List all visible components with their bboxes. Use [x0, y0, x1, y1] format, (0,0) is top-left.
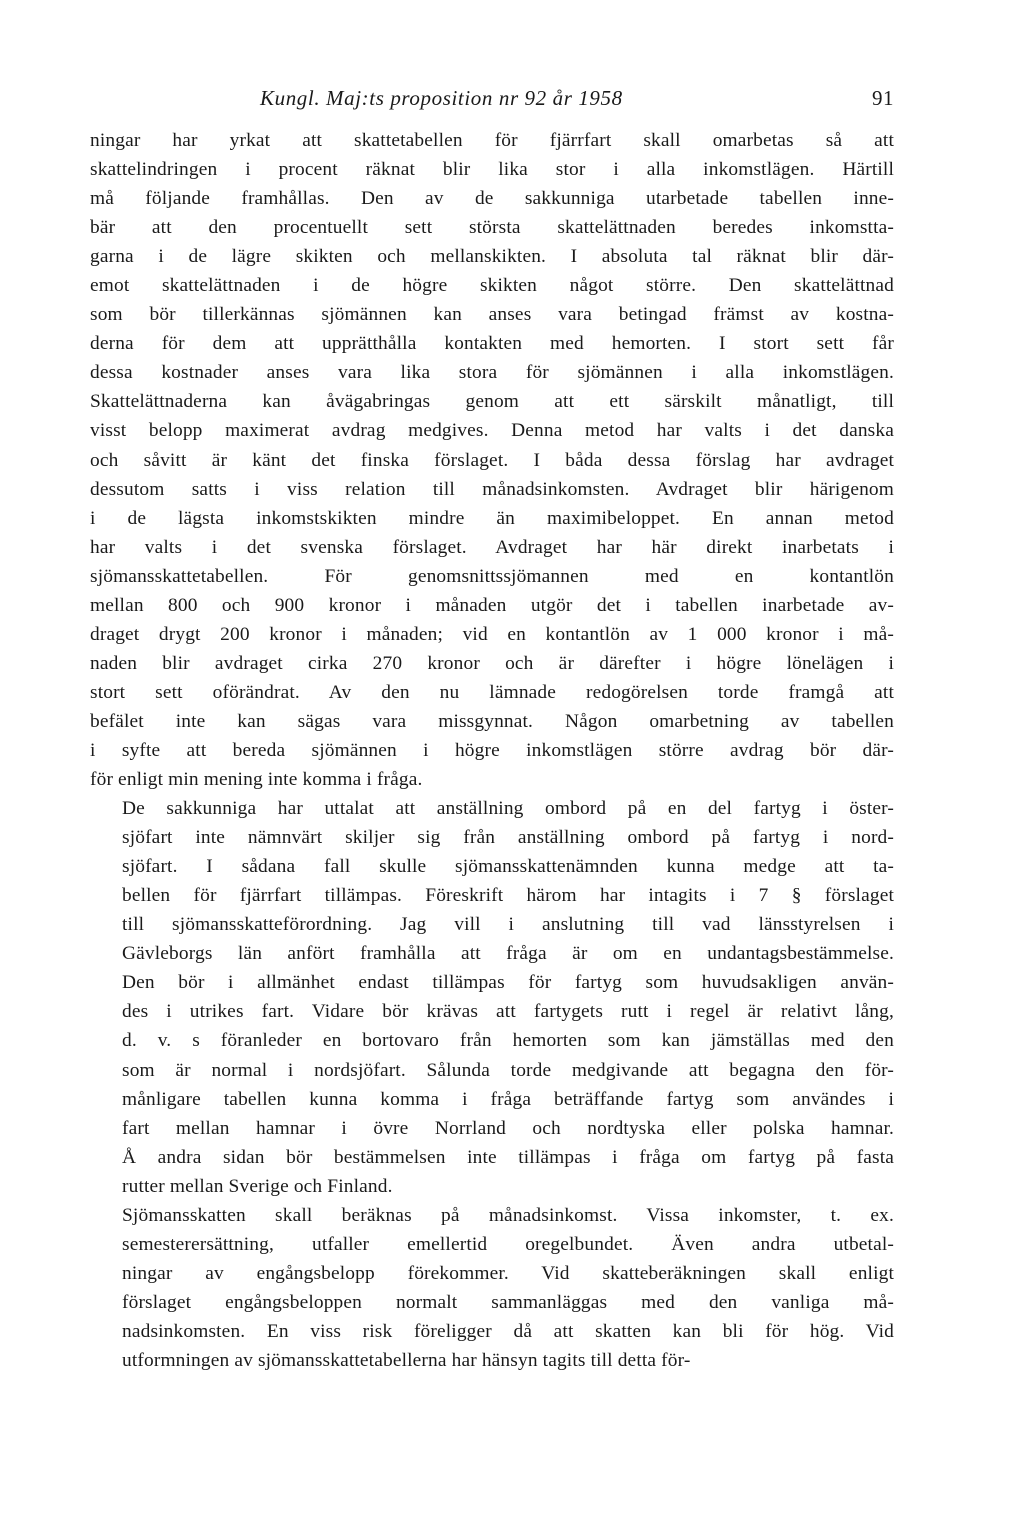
text-line: som är normal i nordsjöfart. Sålunda torde medgivande att begagna den för- [122, 1059, 894, 1081]
text-line: må följande framhållas. Den av de sakkunniga utarbetade tabellen inne- [90, 188, 894, 210]
text-line: stort sett oförändrat. Av den nu lämnade redogörelsen torde framgå att [90, 681, 894, 703]
text-line: Gävleborgs län anfört framhålla att fråga är om en undantagsbestämmelse. [122, 943, 894, 965]
text-line: månligare tabellen kunna komma i fråga beträffande fartyg som användes i [122, 1088, 894, 1110]
paragraph [90, 126, 894, 794]
page-number: 91 [872, 86, 894, 110]
text-line: dessutom satts i viss relation till månadsinkomsten. Avdraget blir härigenom [90, 478, 894, 500]
text-line: naden blir avdraget cirka 270 kronor och är därefter i högre lönelägen i [90, 652, 894, 674]
text-line: fart mellan hamnar i övre Norrland och nordtyska eller polska hamnar. [122, 1117, 894, 1139]
text-line: draget drygt 200 kronor i månaden; vid en kontantlön av 1 000 kronor i må- [90, 623, 894, 645]
text-line: och såvitt är känt det finska förslaget. I båda dessa förslag har avdraget [90, 449, 894, 471]
text-line: till sjömansskatteförordning. Jag vill i anslutning till vad länsstyrelsen i [122, 914, 894, 936]
paragraph [90, 1201, 894, 1375]
text-line: i de lägsta inkomstskikten mindre än maximibeloppet. En annan metod [90, 507, 894, 529]
text-line: i syfte att bereda sjömännen i högre inkomstlägen större avdrag bör där- [90, 739, 894, 761]
text-line: skattelindringen i procent räknat blir lika stor i alla inkomstlägen. Härtill [90, 159, 894, 181]
running-title: Kungl. Maj:ts proposition nr 92 år 1958 [260, 86, 623, 110]
text-line: bär att den procentuellt sett största skattelättnaden beredes inkomstta- [90, 217, 894, 239]
paragraph [90, 794, 894, 1201]
text-line: Sjömansskatten skall beräknas på månadsinkomst. Vissa inkomster, t. ex. [122, 1204, 894, 1226]
text-line: semesterersättning, utfaller emellertid oregelbundet. Även andra utbetal- [122, 1233, 894, 1255]
text-line: De sakkunniga har uttalat att anställning ombord på en del fartyg i öster- [122, 798, 894, 820]
text-line: bellen för fjärrfart tillämpas. Föreskrift härom har intagits i 7 § förslaget [122, 885, 894, 907]
text-line: sjömansskattetabellen. För genomsnittssjömannen med en kontantlön [90, 565, 894, 587]
text-line: nadsinkomsten. En viss risk föreligger då att skatten kan bli för hög. Vid [122, 1320, 894, 1342]
text-line: utformningen av sjömansskattetabellerna har hänsyn tagits till detta för- [122, 1349, 691, 1371]
text-line: emot skattelättnaden i de högre skikten något större. Den skattelättnad [90, 275, 894, 297]
text-line: derna för dem att upprätthålla kontakten med hemorten. I stort sett får [90, 333, 894, 355]
text-line: sjöfart. I sådana fall skulle sjömansskattenämnden kunna medge att ta- [122, 856, 894, 878]
text-line: Den bör i allmänhet endast tillämpas för fartyg som huvudsakligen använ- [122, 972, 894, 994]
text-line: d. v. s föranleder en bortovaro från hemorten som kan jämställas med den [122, 1030, 894, 1052]
text-line: ningar av engångsbelopp förekommer. Vid skatteberäkningen skall enligt [122, 1262, 894, 1284]
text-line: des i utrikes fart. Vidare bör krävas att fartygets rutt i regel är relativt lång, [122, 1001, 894, 1023]
text-line: garna i de lägre skikten och mellanskikten. I absoluta tal räknat blir där- [90, 246, 894, 268]
text-line: visst belopp maximerat avdrag medgives. Denna metod har valts i det danska [90, 420, 894, 442]
text-line: som bör tillerkännas sjömännen kan anses vara betingad främst av kostna- [90, 304, 894, 326]
text-line: för enligt min mening inte komma i fråga. [90, 769, 423, 791]
text-line: Å andra sidan bör bestämmelsen inte tillämpas i fråga om fartyg på fasta [122, 1146, 894, 1168]
text-line: rutter mellan Sverige och Finland. [122, 1175, 393, 1197]
running-head [90, 86, 894, 118]
text-line: mellan 800 och 900 kronor i månaden utgör det i tabellen inarbetade av- [90, 594, 894, 616]
text-line: förslaget engångsbeloppen normalt sammanläggas med den vanliga må- [122, 1291, 894, 1313]
text-line: har valts i det svenska förslaget. Avdraget har här direkt inarbetats i [90, 536, 894, 558]
text-line: dessa kostnader anses vara lika stora för sjömännen i alla inkomstlägen. [90, 362, 894, 384]
text-line: Skattelättnaderna kan åvägabringas genom att ett särskilt månatligt, till [90, 391, 894, 413]
body-text [90, 126, 894, 1375]
text-line: befälet inte kan sägas vara missgynnat. Någon omarbetning av tabellen [90, 710, 894, 732]
text-line: ningar har yrkat att skattetabellen för fjärrfart skall omarbetas så att [90, 130, 894, 151]
text-line: sjöfart inte nämnvärt skiljer sig från anställning ombord på fartyg i nord- [122, 827, 894, 849]
